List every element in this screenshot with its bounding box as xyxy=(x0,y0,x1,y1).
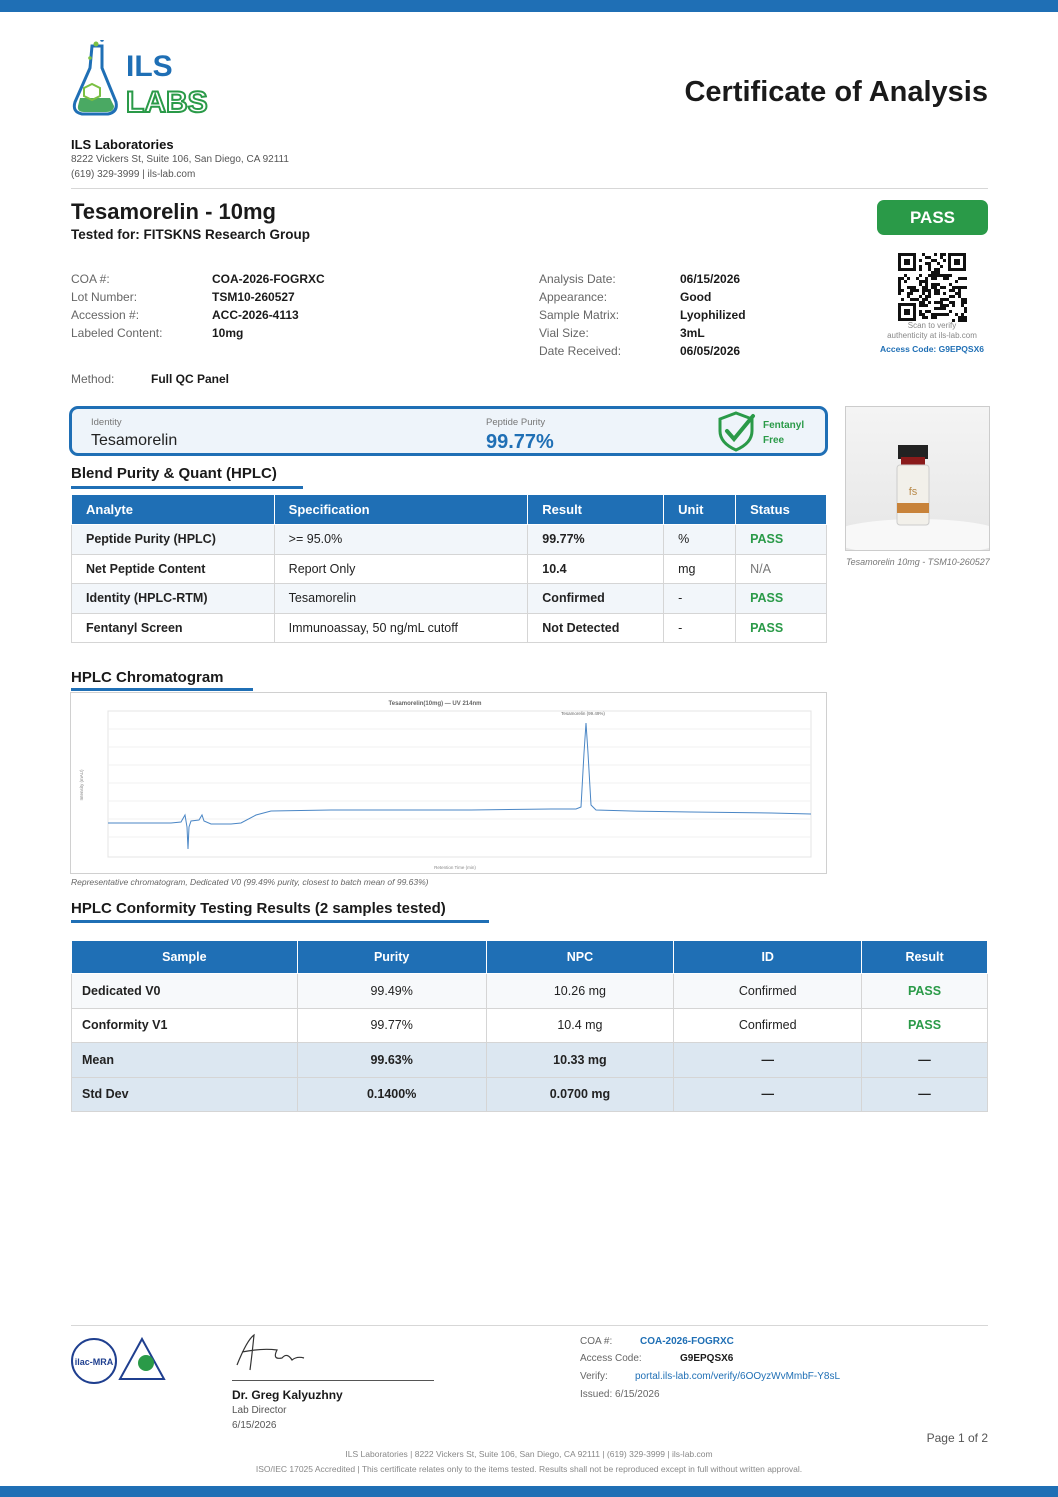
id-cell: Confirmed xyxy=(674,974,862,1009)
fentanyl-free-label xyxy=(763,418,804,448)
result-cell: PASS xyxy=(862,974,988,1009)
fentanyl-line1: Fentanyl xyxy=(763,420,805,431)
ils-labs-logo xyxy=(70,40,240,120)
result-cell: Confirmed xyxy=(528,584,664,614)
logo-text-ils: ILS xyxy=(126,50,173,83)
lot-value: TSM10-260527 xyxy=(212,290,295,304)
analyte-cell: Identity (HPLC-RTM) xyxy=(72,584,275,614)
table-row xyxy=(72,554,827,584)
sample-matrix-label: Sample Matrix: xyxy=(539,308,620,322)
chromatogram-title-underline xyxy=(71,688,253,691)
table-row xyxy=(72,1008,988,1043)
col-npc: NPC xyxy=(486,941,674,974)
page-number: Page 1 of 2 xyxy=(926,1431,988,1445)
spec-cell: >= 95.0% xyxy=(274,525,528,555)
sample-cell: Conformity V1 xyxy=(72,1008,298,1043)
conformity-table xyxy=(71,940,988,1112)
blend-section-title: Blend Purity & Quant (HPLC) xyxy=(71,465,277,482)
stddev-row xyxy=(72,1077,988,1112)
conformity-section-title: HPLC Conformity Testing Results (2 samples tested) xyxy=(71,900,446,917)
identity-value: Tesamorelin xyxy=(91,432,178,449)
qr-caption-line1: Scan to verify xyxy=(907,321,957,330)
date-received-label: Date Received: xyxy=(539,344,622,358)
verify-url-link[interactable]: portal.ils-lab.com/verify/6OOyzWvMmbF-Y8sL xyxy=(635,1371,841,1382)
photo-caption: Tesamorelin 10mg - TSM10-260527 xyxy=(846,557,990,567)
logo-text-labs: LABS xyxy=(126,86,208,119)
top-accent-bar xyxy=(0,0,1058,12)
chromatogram-section-title: HPLC Chromatogram xyxy=(71,669,224,686)
id-cell: — xyxy=(674,1077,862,1112)
col-specification: Specification xyxy=(274,495,528,525)
verify-coa-value: COA-2026-FOGRXC xyxy=(640,1336,734,1347)
result-cell: 99.77% xyxy=(528,525,664,555)
vial-size-label: Vial Size: xyxy=(539,326,589,340)
sample-cell: Dedicated V0 xyxy=(72,974,298,1009)
shield-check-icon xyxy=(715,410,757,452)
npc-cell: 10.33 mg xyxy=(486,1043,674,1078)
npc-cell: 0.0700 mg xyxy=(486,1077,674,1112)
col-purity: Purity xyxy=(297,941,486,974)
purity-cell: 0.1400% xyxy=(297,1077,486,1112)
verify-access-value: G9EPQSX6 xyxy=(680,1353,734,1364)
spec-cell: Report Only xyxy=(274,554,528,584)
footer-divider xyxy=(71,1325,988,1326)
signer-date: 6/15/2026 xyxy=(232,1420,277,1431)
verify-access-label: Access Code: xyxy=(580,1353,642,1364)
col-result: Result xyxy=(528,495,664,525)
sample-matrix-value: Lyophilized xyxy=(680,308,746,322)
npc-cell: 10.26 mg xyxy=(486,974,674,1009)
verify-url-label: Verify: xyxy=(580,1371,608,1382)
conformity-title-underline xyxy=(71,920,489,923)
analyte-cell: Fentanyl Screen xyxy=(72,613,275,643)
col-result: Result xyxy=(862,941,988,974)
qr-caption xyxy=(870,321,994,341)
identity-label: Identity xyxy=(91,417,122,428)
qr-caption-line2: authenticity at ils-lab.com xyxy=(887,331,977,340)
company-address: 8222 Vickers St, Suite 106, San Diego, CA 92111 xyxy=(71,154,289,165)
tested-for: Tested for: FITSKNS Research Group xyxy=(71,227,311,242)
table-row xyxy=(72,525,827,555)
purity-label: Peptide Purity xyxy=(486,417,546,428)
sample-cell: Std Dev xyxy=(72,1077,298,1112)
spec-cell: Immunoassay, 50 ng/mL cutoff xyxy=(274,613,528,643)
table-row xyxy=(72,974,988,1009)
result-cell: Not Detected xyxy=(528,613,664,643)
date-received-value: 06/05/2026 xyxy=(680,344,741,358)
status-cell: PASS xyxy=(736,525,827,555)
id-cell: — xyxy=(674,1043,862,1078)
blend-title-underline xyxy=(71,486,303,489)
method-value: Full QC Panel xyxy=(151,372,230,386)
result-cell: — xyxy=(862,1077,988,1112)
peak-label: Tesamorelin (99.49%) xyxy=(561,711,605,716)
unit-cell: mg xyxy=(664,554,736,584)
verification-qr-code[interactable] xyxy=(897,252,967,322)
company-name: ILS Laboratories xyxy=(71,137,174,152)
method-label: Method: xyxy=(71,372,115,386)
signature-line xyxy=(232,1380,434,1381)
result-cell: PASS xyxy=(862,1008,988,1043)
lot-label: Lot Number: xyxy=(71,290,138,304)
col-status: Status xyxy=(736,495,827,525)
company-contact: (619) 329-3999 | ils-lab.com xyxy=(71,169,196,180)
labeled-content-value: 10mg xyxy=(212,326,244,340)
purity-cell: 99.77% xyxy=(297,1008,486,1043)
qr-access-code: Access Code: G9EPQSX6 xyxy=(880,344,984,354)
accession-label: Accession #: xyxy=(71,308,140,322)
unit-cell: - xyxy=(664,584,736,614)
product-name: Tesamorelin - 10mg xyxy=(71,199,276,224)
appearance-label: Appearance: xyxy=(539,290,608,304)
result-cell: — xyxy=(862,1043,988,1078)
analysis-date-label: Analysis Date: xyxy=(539,272,616,286)
issued-date: Issued: 6/15/2026 xyxy=(580,1389,660,1400)
analysis-date-value: 06/15/2026 xyxy=(680,272,741,286)
table-row xyxy=(72,584,827,614)
spec-cell: Tesamorelin xyxy=(274,584,528,614)
status-cell: N/A xyxy=(736,554,827,584)
table-row xyxy=(72,613,827,643)
signature-image xyxy=(232,1330,312,1375)
footer-disclaimer: ISO/IEC 17025 Accredited | This certificate relates only to the items tested. Results shall not be reproduced except in full without written approval. xyxy=(255,1464,803,1474)
col-analyte: Analyte xyxy=(72,495,275,525)
analyte-cell: Peptide Purity (HPLC) xyxy=(72,525,275,555)
accreditation-logos xyxy=(70,1333,170,1393)
accession-value: ACC-2026-4113 xyxy=(212,308,299,322)
signer-name: Dr. Greg Kalyuzhny xyxy=(232,1388,343,1402)
footer-contact-line: ILS Laboratories | 8222 Vickers St, Suite 106, San Diego, CA 92111 | (619) 329-3999 | ils-lab.com xyxy=(345,1449,713,1459)
status-cell: PASS xyxy=(736,613,827,643)
chromatogram-ylabel: Intensity (mAU) xyxy=(79,769,84,801)
fentanyl-line2: Free xyxy=(763,435,785,446)
appearance-value: Good xyxy=(680,290,712,304)
vial-cap-label: fs xyxy=(908,486,918,498)
npc-cell: 10.4 mg xyxy=(486,1008,674,1043)
summary-panel xyxy=(69,406,828,456)
overall-pass-badge: PASS xyxy=(877,200,988,235)
bottom-accent-bar xyxy=(0,1486,1058,1497)
analyte-cell: Net Peptide Content xyxy=(72,554,275,584)
status-cell: PASS xyxy=(736,584,827,614)
chromatogram-caption: Representative chromatogram, Dedicated V0 (99.49% purity, closest to batch mean of 99.63%) xyxy=(71,877,429,887)
signer-role: Lab Director xyxy=(232,1405,287,1416)
sample-cell: Mean xyxy=(72,1043,298,1078)
hplc-chromatogram xyxy=(70,692,827,874)
chromatogram-xlabel: Retention Time (min) xyxy=(434,865,476,870)
coa-label: COA #: xyxy=(71,272,110,286)
purity-cell: 99.63% xyxy=(297,1043,486,1078)
document-title: Certificate of Analysis xyxy=(684,76,988,108)
col-id: ID xyxy=(674,941,862,974)
purity-cell: 99.49% xyxy=(297,974,486,1009)
blend-table xyxy=(71,494,827,643)
col-unit: Unit xyxy=(664,495,736,525)
header-divider xyxy=(71,188,988,189)
ilac-mra-text: ilac-MRA xyxy=(74,1357,114,1367)
purity-value: 99.77% xyxy=(486,431,554,453)
unit-cell: % xyxy=(664,525,736,555)
chromatogram-title: Tesamorelin(10mg) — UV 214nm xyxy=(388,701,482,707)
coa-value: COA-2026-FOGRXC xyxy=(212,272,325,286)
unit-cell: - xyxy=(664,613,736,643)
col-sample: Sample xyxy=(72,941,298,974)
labeled-content-label: Labeled Content: xyxy=(71,326,163,340)
mean-row xyxy=(72,1043,988,1078)
id-cell: Confirmed xyxy=(674,1008,862,1043)
result-cell: 10.4 xyxy=(528,554,664,584)
vial-size-value: 3mL xyxy=(680,326,705,340)
verify-coa-label: COA #: xyxy=(580,1336,613,1347)
product-photo xyxy=(845,406,990,551)
